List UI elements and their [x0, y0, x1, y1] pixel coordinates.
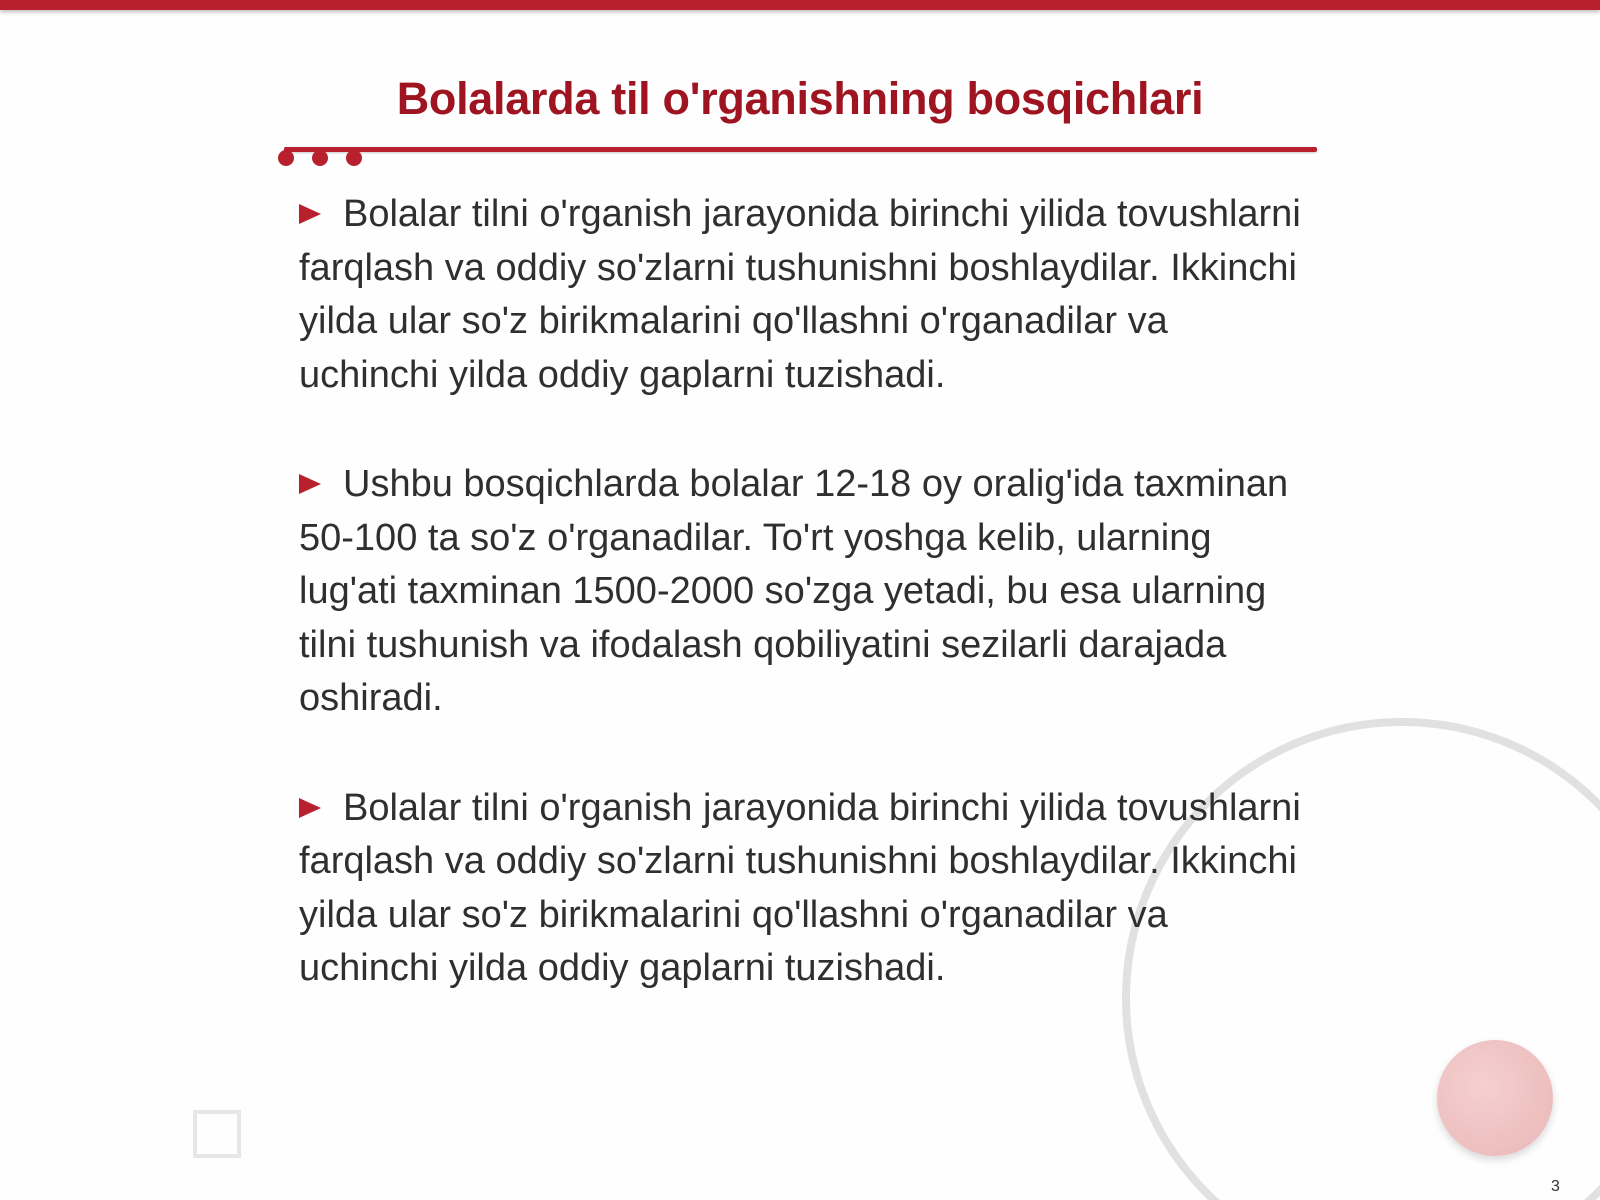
decorative-dot: [312, 150, 328, 166]
decorative-pink-circle: [1437, 1040, 1553, 1156]
bullet-text: Bolalar tilni o'rganish jarayonida birinchi yilida tovushlarni farqlash va oddiy so'zlarni tushunishni boshlaydilar. Ikkinchi yilda ular so'z birikmalarini qo'llashni o'rganadilar va uchinchi yilda oddiy gaplarni tuzishadi.: [299, 193, 1301, 396]
bullet-list: [299, 188, 1309, 1052]
page-number: 3: [1551, 1178, 1560, 1195]
triangle-arrow-icon: [299, 798, 321, 818]
decorative-dot: [346, 150, 362, 166]
bullet-item: [299, 782, 1309, 996]
bullet-text: Ushbu bosqichlarda bolalar 12-18 oy oralig'ida taxminan 50-100 ta so'z o'rganadilar. To'rt yoshga kelib, ularning lug'ati taxminan 1500-2000 so'zga yetadi, bu esa ularning tilni tushunish va ifodalash qobiliyatini sezilarli darajada oshiradi.: [299, 463, 1289, 719]
triangle-arrow-icon: [299, 204, 321, 224]
decorative-dot: [278, 150, 294, 166]
bullet-text: Bolalar tilni o'rganish jarayonida birinchi yilida tovushlarni farqlash va oddiy so'zlarni tushunishni boshlaydilar. Ikkinchi yilda ular so'z birikmalarini qo'llashni o'rganadilar va uchinchi yilda oddiy gaplarni tuzishadi.: [299, 786, 1301, 989]
title-underline: [284, 147, 1317, 152]
top-accent-bar: [0, 0, 1600, 10]
decorative-square: [193, 1110, 241, 1158]
bullet-item: [299, 458, 1309, 726]
bullet-item: [299, 188, 1309, 402]
triangle-arrow-icon: [299, 474, 321, 494]
slide-title: Bolalarda til o'rganishning bosqichlari: [396, 73, 1204, 124]
